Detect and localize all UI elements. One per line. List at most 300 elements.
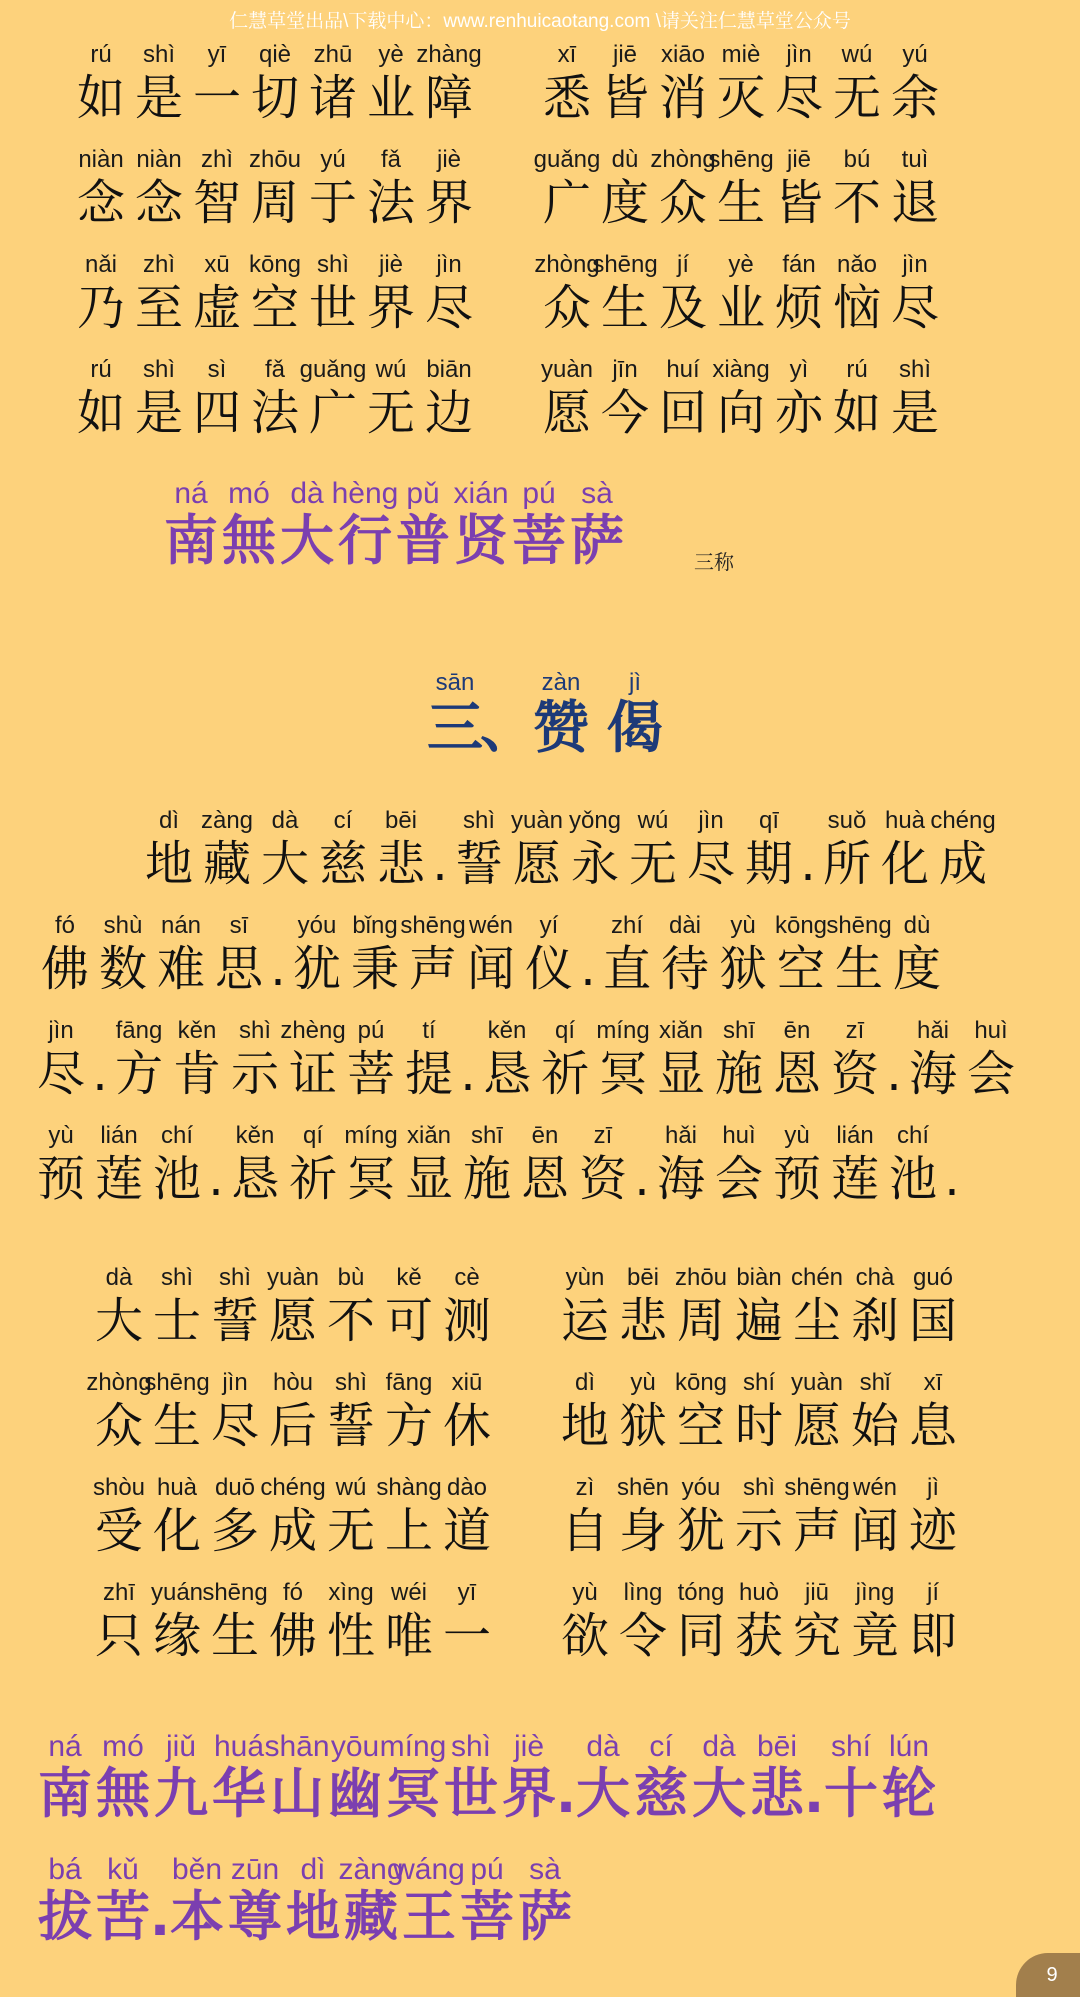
hanzi: 大: [94, 1293, 143, 1349]
hanzi: 苦: [96, 1885, 150, 1948]
char-cell: [654, 250, 712, 336]
pinyin: jìn: [436, 251, 462, 278]
hanzi: 难: [156, 941, 205, 997]
hanzi: 界: [366, 280, 415, 336]
char-cell: [614, 1263, 672, 1349]
pinyin: nán: [160, 912, 202, 939]
pinyin: shì: [462, 807, 495, 834]
pinyin: yú: [320, 146, 346, 173]
pinyin: dài: [668, 912, 702, 939]
verse-line: [32, 1121, 962, 1207]
pinyin: zàng: [338, 1853, 404, 1886]
verse-line: [90, 1263, 962, 1349]
char-cell: [730, 1368, 788, 1454]
char-cell: [740, 806, 798, 892]
pinyin: dù: [903, 912, 931, 939]
hanzi: 众: [94, 1398, 143, 1454]
hanzi: 尽: [686, 836, 735, 892]
pinyin: qiè: [258, 41, 292, 68]
hanzi: 今: [600, 385, 649, 441]
hanzi: 空: [776, 941, 825, 997]
char-cell: [264, 1263, 322, 1349]
hanzi: 尽: [774, 70, 823, 126]
char-cell: [206, 1473, 264, 1559]
char-cell: [730, 1473, 788, 1559]
char-cell: [144, 1368, 210, 1454]
char-cell: [886, 250, 944, 336]
hanzi: 大: [280, 509, 334, 572]
char-cell: [380, 1578, 438, 1664]
pinyin: dà: [586, 1730, 620, 1763]
hanzi: 只: [94, 1608, 143, 1664]
char-cell: [712, 40, 770, 126]
hanzi: 如: [76, 385, 125, 441]
pinyin: sī: [229, 912, 249, 939]
hanzi: 显: [656, 1046, 705, 1102]
hanzi: 地: [286, 1885, 340, 1948]
char-cell: [72, 145, 130, 231]
pinyin: xiàng: [712, 356, 770, 383]
hanzi: .: [432, 836, 448, 892]
char-cell: [828, 250, 886, 336]
pinyin: kěn: [177, 1017, 217, 1044]
hanzi: 如: [76, 70, 125, 126]
char-cell: [206, 1263, 264, 1349]
pinyin: pú: [470, 1853, 504, 1886]
char-cell: [438, 1368, 496, 1454]
char-cell: [264, 1578, 322, 1664]
pinyin: tí: [422, 1017, 436, 1044]
char-cell: [712, 250, 770, 336]
pinyin: míng: [379, 1730, 447, 1763]
char-cell: [904, 1263, 962, 1349]
char-cell: [846, 1368, 904, 1454]
char-cell: [206, 1368, 264, 1454]
hanzi: 证: [288, 1046, 337, 1102]
char-cell: [886, 40, 944, 126]
char-cell: [788, 1578, 846, 1664]
char-cell: [362, 145, 420, 231]
verse-line: [86, 1368, 962, 1454]
pinyin: mó: [102, 1730, 144, 1763]
pinyin: yǒng: [568, 807, 622, 834]
pinyin: bá: [48, 1853, 82, 1886]
hanzi: 王: [402, 1885, 456, 1948]
char-cell: [280, 1016, 346, 1102]
char-cell: [246, 40, 304, 126]
hanzi: 南: [164, 509, 218, 572]
hanzi: 悲: [750, 1762, 804, 1825]
pinyin: dì: [574, 1369, 595, 1396]
char-cell: [430, 806, 450, 892]
hanzi: 菩: [346, 1046, 395, 1102]
hanzi: 佛: [268, 1608, 317, 1664]
hanzi: 化: [152, 1503, 201, 1559]
hanzi: 刹: [850, 1293, 899, 1349]
pinyin: zhàng: [416, 41, 482, 68]
hanzi: 秉: [350, 941, 399, 997]
pinyin: shù: [103, 912, 143, 939]
hanzi: 祈: [540, 1046, 589, 1102]
hanzi: 周: [250, 175, 299, 231]
pinyin: yù: [784, 1122, 810, 1149]
hanzi: 众: [658, 175, 707, 231]
char-cell: [788, 1263, 846, 1349]
pinyin: shì: [238, 1017, 271, 1044]
char-cell: [478, 250, 538, 336]
hanzi: 池: [888, 1151, 937, 1207]
char-cell: [508, 806, 566, 892]
pinyin: shǐ: [859, 1369, 891, 1396]
char-cell: [36, 1853, 94, 1947]
pinyin: jì: [629, 669, 641, 696]
char-cell: [652, 1016, 710, 1102]
char-cell: [826, 911, 892, 997]
char-cell: [72, 355, 130, 441]
pinyin: lián: [836, 1122, 874, 1149]
pinyin: dào: [446, 1474, 488, 1501]
hanzi: 数: [98, 941, 147, 997]
hanzi: 众: [542, 280, 591, 336]
hanzi: 诸: [308, 70, 357, 126]
pinyin: xiū: [451, 1369, 483, 1396]
char-cell: [614, 1368, 672, 1454]
hanzi: 获: [734, 1608, 783, 1664]
char-cell: [226, 1121, 284, 1207]
char-cell: [90, 1578, 148, 1664]
hanzi: 恳: [482, 1046, 531, 1102]
pinyin: zàn: [541, 669, 581, 696]
pinyin: dà: [105, 1264, 133, 1291]
hanzi: 空: [676, 1398, 725, 1454]
hanzi: 萨: [570, 509, 624, 572]
pinyin: shì: [334, 1369, 367, 1396]
pinyin: sà: [529, 1853, 561, 1886]
char-cell: [788, 1368, 846, 1454]
pinyin: shēng: [708, 146, 774, 173]
hanzi: 待: [660, 941, 709, 997]
hanzi: 运: [560, 1293, 609, 1349]
pinyin: xiǎn: [658, 1017, 704, 1044]
verse-line: [72, 250, 944, 336]
hanzi: 施: [462, 1151, 511, 1207]
hanzi: 所: [822, 836, 871, 892]
char-cell: [524, 668, 598, 760]
char-cell: [884, 1121, 942, 1207]
char-cell: [264, 1368, 322, 1454]
pinyin: shì: [160, 1264, 193, 1291]
pinyin: jìn: [698, 807, 724, 834]
hanzi: 会: [714, 1151, 763, 1207]
char-cell: [556, 1578, 614, 1664]
char-cell: [148, 1473, 206, 1559]
char-cell: [496, 1368, 556, 1454]
pinyin: suǒ: [827, 807, 867, 834]
pinyin: kě: [396, 1264, 422, 1291]
pinyin: kōng: [774, 912, 828, 939]
char-cell: [362, 40, 420, 126]
char-cell: [656, 911, 714, 997]
char-cell: [818, 806, 876, 892]
char-cell: [86, 1368, 152, 1454]
hanzi: .: [803, 1762, 825, 1825]
char-cell: [886, 145, 944, 231]
hanzi: 恳: [230, 1151, 279, 1207]
pinyin: jì: [927, 1474, 939, 1501]
hanzi: 莲: [94, 1151, 143, 1207]
pinyin: shī: [470, 1122, 503, 1149]
char-cell: [400, 1121, 458, 1207]
pinyin: sì: [207, 356, 227, 383]
pinyin: jiè: [378, 251, 403, 278]
hanzi: 灭: [716, 70, 765, 126]
verse-line: [90, 1473, 962, 1559]
char-cell: [672, 1473, 730, 1559]
hanzi: 期: [744, 836, 793, 892]
hanzi: 狱: [618, 1398, 667, 1454]
pinyin: shēn: [616, 1474, 670, 1501]
char-cell: [500, 1730, 558, 1824]
hanzi: 资: [578, 1151, 627, 1207]
pinyin: chí: [896, 1122, 929, 1149]
hanzi: 时: [734, 1398, 783, 1454]
hanzi: 性: [326, 1608, 375, 1664]
char-cell: [314, 806, 372, 892]
pinyin: hèng: [331, 477, 399, 510]
pinyin: wú: [335, 1474, 367, 1501]
char-cell: [798, 806, 818, 892]
pinyin: pú: [522, 477, 556, 510]
char-cell: [379, 1730, 447, 1825]
char-cell: [888, 911, 946, 997]
verse-line: [36, 1853, 574, 1947]
pinyin: shēng: [202, 1579, 268, 1606]
char-cell: [828, 145, 886, 231]
pinyin: shì: [218, 1264, 251, 1291]
char-cell: [520, 911, 578, 997]
char-cell: [496, 1473, 556, 1559]
pinyin: shì: [142, 356, 175, 383]
char-cell: [372, 806, 430, 892]
verse-line: [72, 355, 944, 441]
char-cell: [130, 250, 188, 336]
hanzi: 提: [404, 1046, 453, 1102]
pinyin: guó: [912, 1264, 954, 1291]
char-cell: [438, 1263, 496, 1349]
hanzi: 誓: [326, 1398, 375, 1454]
hanzi: 一: [442, 1608, 491, 1664]
pinyin: shī: [722, 1017, 755, 1044]
pinyin: kōng: [248, 251, 302, 278]
hanzi: 如: [832, 385, 881, 441]
hanzi: 向: [716, 385, 765, 441]
hanzi: 究: [792, 1608, 841, 1664]
pinyin: xū: [204, 251, 230, 278]
hanzi: 广: [542, 175, 591, 231]
char-cell: [846, 1578, 904, 1664]
pinyin: nǎo: [836, 251, 878, 278]
char-cell: [202, 1578, 268, 1664]
char-cell: [452, 477, 510, 571]
char-cell: [770, 250, 828, 336]
pinyin: zhì: [142, 251, 175, 278]
hanzi: .: [92, 1046, 108, 1102]
hanzi: 声: [408, 941, 457, 997]
pinyin: shí: [830, 1730, 872, 1763]
char-cell: [362, 355, 420, 441]
pinyin: huì: [974, 1017, 1008, 1044]
hanzi: 慈: [634, 1762, 688, 1825]
char-cell: [32, 1121, 90, 1207]
char-cell: [152, 911, 210, 997]
pinyin: yī: [207, 41, 227, 68]
hanzi: 本: [170, 1885, 224, 1948]
hanzi: 遍: [734, 1293, 783, 1349]
hanzi: 亦: [774, 385, 823, 441]
hanzi: 唯: [384, 1608, 433, 1664]
char-cell: [730, 1263, 788, 1349]
hanzi: 恩: [520, 1151, 569, 1207]
hanzi: 藏: [202, 836, 251, 892]
hanzi: 示: [230, 1046, 279, 1102]
hanzi: 施: [714, 1046, 763, 1102]
hanzi: 愿: [512, 836, 561, 892]
char-cell: [304, 250, 362, 336]
char-cell: [712, 355, 770, 441]
pinyin: yuàn: [540, 356, 594, 383]
pinyin: huà: [884, 807, 926, 834]
pinyin: shēng: [784, 1474, 850, 1501]
char-cell: [246, 145, 304, 231]
hanzi: 边: [424, 385, 473, 441]
pinyin: wú: [375, 356, 407, 383]
hanzi: 仪: [524, 941, 573, 997]
hanzi: 海: [908, 1046, 957, 1102]
pinyin: wáng: [393, 1853, 465, 1886]
pinyin: yōu: [330, 1730, 380, 1763]
hanzi: .: [944, 1151, 960, 1207]
hanzi: 生: [152, 1398, 201, 1454]
pinyin: bǐng: [352, 912, 398, 939]
hanzi: 世: [444, 1762, 498, 1825]
char-cell: [331, 477, 399, 572]
hanzi: 大: [692, 1762, 746, 1825]
pinyin: xiǎn: [406, 1122, 452, 1149]
hanzi: 至: [134, 280, 183, 336]
hanzi: 悉: [542, 70, 591, 126]
hanzi: 九: [154, 1762, 208, 1825]
char-cell: [140, 806, 198, 892]
hanzi: 无: [366, 385, 415, 441]
pinyin: dì: [300, 1853, 326, 1886]
pinyin: wú: [841, 41, 873, 68]
hanzi: 闻: [850, 1503, 899, 1559]
pinyin: fǎ: [264, 356, 285, 383]
hanzi: 是: [134, 70, 183, 126]
pinyin: dì: [158, 807, 179, 834]
verse-line: [36, 1730, 938, 1824]
char-cell: [826, 1016, 884, 1102]
char-cell: [342, 1016, 400, 1102]
hanzi: 地: [144, 836, 193, 892]
verse-line: [32, 1016, 1020, 1102]
char-cell: [768, 1121, 826, 1207]
char-cell: [672, 1263, 730, 1349]
pinyin: wén: [852, 1474, 898, 1501]
hanzi: 悲: [618, 1293, 667, 1349]
char-cell: [496, 1578, 556, 1664]
char-cell: [72, 40, 130, 126]
page-number-badge: 9: [1016, 1953, 1080, 1997]
pinyin: mó: [228, 477, 270, 510]
pinyin: lián: [100, 1122, 138, 1149]
char-cell: [478, 355, 538, 441]
pinyin: lìng: [623, 1579, 663, 1606]
char-cell: [555, 1730, 577, 1825]
pinyin: kōng: [674, 1369, 728, 1396]
hanzi: 悲: [376, 836, 425, 892]
char-cell: [846, 1263, 904, 1349]
pinyin: fó: [54, 912, 75, 939]
hanzi: 欲: [560, 1608, 609, 1664]
pinyin: jiū: [804, 1579, 829, 1606]
char-cell: [596, 145, 654, 231]
hanzi: 资: [830, 1046, 879, 1102]
pinyin: fán: [782, 251, 816, 278]
hanzi: .: [800, 836, 816, 892]
hanzi: 是: [134, 385, 183, 441]
char-cell: [748, 1730, 806, 1824]
hanzi: .: [886, 1046, 902, 1102]
hanzi: 法: [250, 385, 299, 441]
pinyin: huì: [722, 1122, 756, 1149]
hanzi: 生: [600, 280, 649, 336]
pinyin: fó: [282, 1579, 303, 1606]
hanzi: 业: [366, 70, 415, 126]
hanzi: 十: [824, 1762, 878, 1825]
pinyin: huò: [738, 1579, 780, 1606]
pinyin: huí: [666, 356, 700, 383]
hanzi: 生: [716, 175, 765, 231]
char-cell: [942, 1121, 962, 1207]
pinyin: bēi: [384, 807, 418, 834]
hanzi: 息: [908, 1398, 957, 1454]
hanzi: 受: [94, 1503, 143, 1559]
hanzi: 贤: [454, 509, 508, 572]
pinyin: jiǔ: [165, 1730, 196, 1763]
pinyin: yí: [539, 912, 559, 939]
char-cell: [322, 1368, 380, 1454]
pinyin: bēi: [626, 1264, 660, 1291]
hanzi: 一: [192, 70, 241, 126]
hanzi: 自: [560, 1503, 609, 1559]
hanzi: 消: [658, 70, 707, 126]
hanzi: 尽: [890, 280, 939, 336]
char-cell: [596, 40, 654, 126]
pinyin: niàn: [136, 146, 182, 173]
hanzi: 成: [938, 836, 987, 892]
hanzi: 尽: [210, 1398, 259, 1454]
pinyin: yùn: [565, 1264, 605, 1291]
char-cell: [90, 1016, 110, 1102]
pinyin: pú: [357, 1017, 385, 1044]
hanzi: .: [270, 941, 286, 997]
pinyin: shì: [742, 1474, 775, 1501]
hanzi: 尽: [424, 280, 473, 336]
char-cell: [322, 1578, 380, 1664]
char-cell: [710, 1016, 768, 1102]
hanzi: 烦: [774, 280, 823, 336]
